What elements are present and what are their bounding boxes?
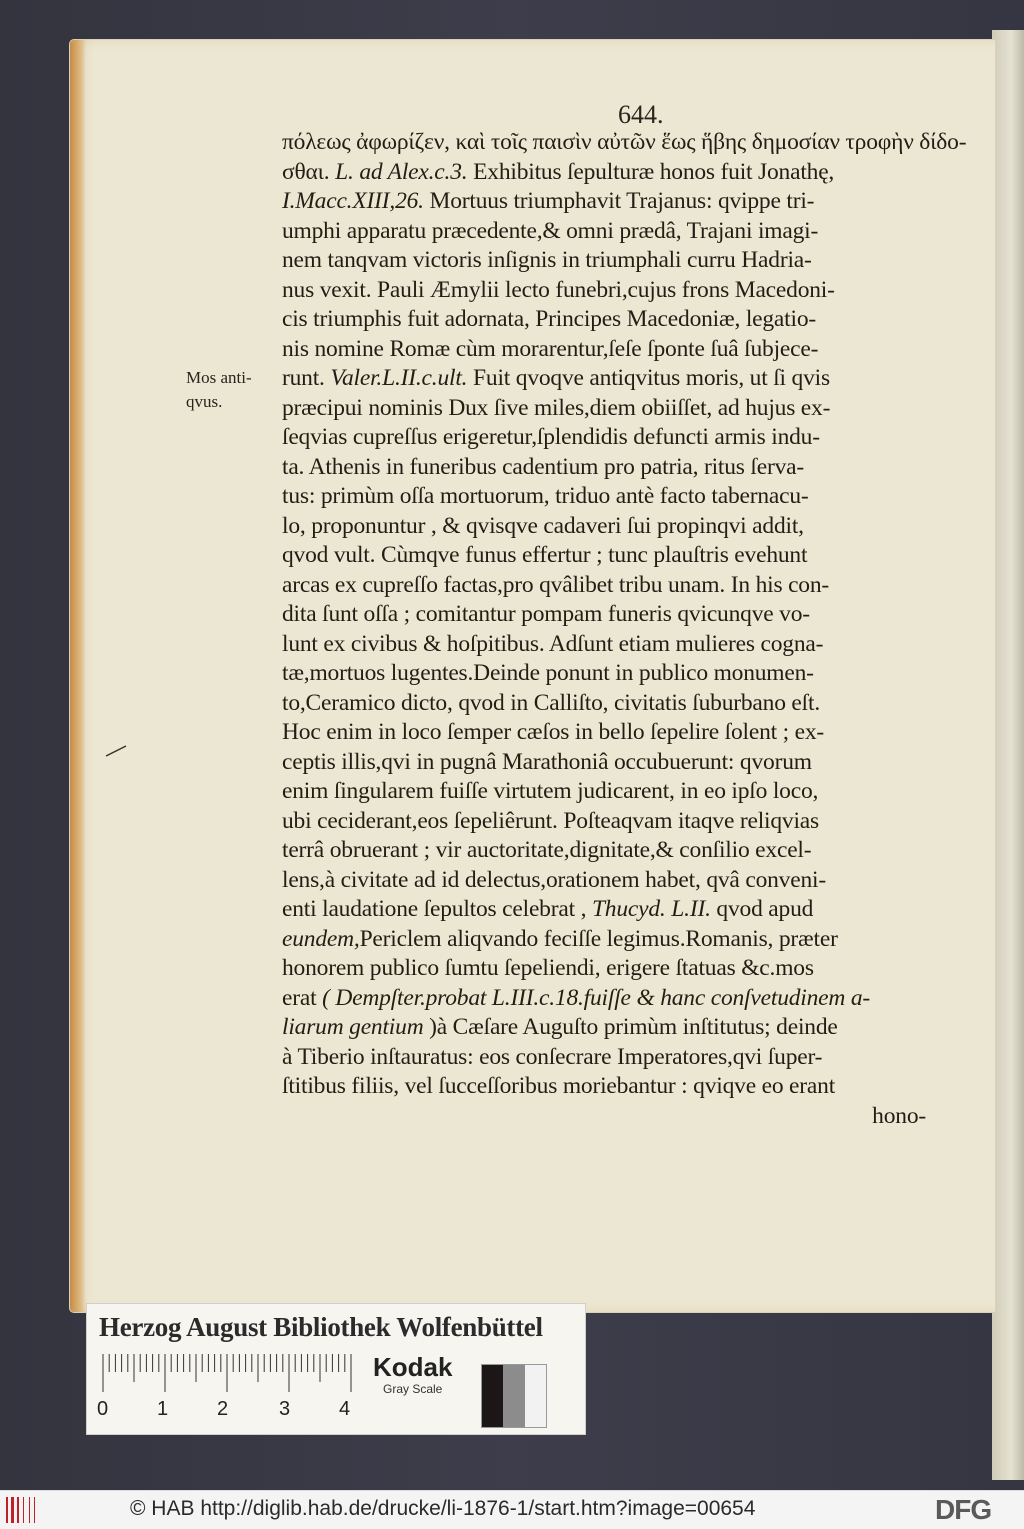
- measurement-ruler: [101, 1354, 357, 1394]
- citation-text: eundem,: [282, 925, 360, 952]
- text-line: [282, 807, 972, 837]
- text-line: [282, 453, 972, 483]
- text-line: [282, 394, 972, 424]
- text-line: [282, 689, 972, 719]
- page-gutter-stain: [70, 40, 86, 1312]
- citation-text: liarum gentium: [282, 1014, 424, 1040]
- text-line: [282, 305, 972, 335]
- copyright-url: © HAB http://diglib.hab.de/drucke/li-1876-1/start.htm?image=00654: [130, 1497, 756, 1520]
- citation-text: I.Macc.XIII,26.: [282, 188, 424, 214]
- line-text: cis triumphis fuit adornata, Principes Macedoniæ, legatio-: [282, 306, 816, 332]
- barcode-bar: [6, 1497, 8, 1523]
- text-line: [282, 600, 972, 630]
- marginal-note-line: Mos anti-: [186, 368, 252, 387]
- pen-mark: [104, 744, 128, 758]
- barcode-bar: [23, 1497, 24, 1523]
- line-text: dita ſunt oſſa ; comitantur pompam funeris qvicunqve vo-: [282, 601, 810, 627]
- text-line: [282, 571, 972, 601]
- text-line: [282, 866, 972, 896]
- next-page-edge: [992, 30, 1024, 1480]
- body-text: [282, 128, 972, 1131]
- line-text: erat: [282, 984, 323, 1011]
- citation-text: Thucyd. L.II.: [591, 896, 711, 922]
- barcode-bar: [17, 1497, 19, 1523]
- gray-scale-patches: [481, 1364, 547, 1428]
- line-text: Mortuus triumphavit Trajanus: qvippe tri-: [423, 188, 815, 214]
- text-line: [282, 217, 972, 247]
- line-text: terrâ obruerant ; vir auctoritate,dignitate,& conſilio excel-: [282, 837, 812, 863]
- barcode-icon: [6, 1497, 48, 1523]
- text-line: [282, 748, 972, 778]
- text-line: [282, 246, 972, 276]
- text-line: [282, 1072, 972, 1102]
- text-line: [282, 158, 972, 188]
- text-line: [282, 541, 972, 571]
- gray-patch: [525, 1365, 546, 1427]
- line-text: runt.: [282, 365, 331, 391]
- line-text: nis nomine Romæ cùm morarentur,ſeſe ſponte ſuâ ſubjece-: [282, 335, 819, 362]
- text-line: [282, 954, 972, 984]
- gray-scale-label: Gray Scale: [383, 1382, 443, 1396]
- text-line: [282, 128, 972, 158]
- dfg-logo: DFG: [935, 1494, 992, 1525]
- marginal-note-line: qvus.: [186, 392, 223, 411]
- line-text: ubi ceciderant,eos ſepeliêrunt. Poſteaqvam itaqve reliqvias: [282, 807, 819, 834]
- line-text: nem tanqvam victoris inſignis in triumphali curru Hadria-: [282, 247, 812, 273]
- line-text: qvod apud: [710, 896, 814, 922]
- line-text: πόλεως ἀφωρίζεν, καὶ τοῖς παισὶν αὐτῶν ἕως ἥβης δημοσίαν τροφὴν δίδο-: [282, 129, 967, 155]
- text-line: [282, 1013, 972, 1043]
- footer-bar: [0, 1490, 1024, 1529]
- text-line: [282, 364, 972, 394]
- line-text: tæ,mortuos lugentes.Deinde ponunt in publico monumen-: [282, 660, 814, 686]
- line-text: enim ſingularem fuiſſe virtutem judicarent, in eo ipſo loco,: [282, 778, 819, 804]
- line-text: σθαι.: [282, 158, 336, 185]
- line-text: à Tiberio inſtauratus: eos conſecrare Imperatores,qvi ſuper-: [282, 1043, 823, 1070]
- text-line: [282, 423, 972, 453]
- text-line: [282, 187, 972, 217]
- line-text: lens,à civitate ad id delectus,orationem habet, qvâ conveni-: [282, 866, 826, 893]
- line-text: lunt ex civibus & hoſpitibus. Adſunt etiam mulieres cogna-: [282, 630, 824, 657]
- page-number: 644.: [618, 100, 664, 129]
- library-name: Herzog August Bibliothek Wolfenbüttel: [99, 1312, 543, 1342]
- marginal-note: [186, 366, 276, 414]
- text-line: [282, 984, 972, 1014]
- line-text: Exhibitus ſepulturæ honos fuit Jonathę,: [467, 158, 835, 185]
- gray-patch: [482, 1365, 503, 1427]
- citation-text: L. ad Alex.c.3.: [335, 158, 468, 185]
- line-text: to,Ceramico dicto, qvod in Calliſto, civitatis ſuburbano eſt.: [282, 689, 820, 716]
- line-text: nus vexit. Pauli Æmylii lecto funebri,cujus frons Macedoni-: [282, 276, 835, 303]
- barcode-bar: [11, 1497, 14, 1523]
- ruler-number: 3: [279, 1398, 291, 1420]
- text-line: [282, 335, 972, 365]
- ruler-number: 4: [339, 1398, 351, 1420]
- line-text: ceptis illis,qvi in pugnâ Marathoniâ occubuerunt: qvorum: [282, 748, 812, 775]
- gray-patch: [503, 1365, 524, 1427]
- barcode-bar: [29, 1497, 30, 1523]
- line-text: ta. Athenis in funeribus cadentium pro patria, ritus ſerva-: [282, 453, 805, 480]
- line-text: tus: primùm oſſa mortuorum, triduo antè facto tabernacu-: [282, 483, 809, 509]
- text-line: [282, 777, 972, 807]
- catchword: hono-: [872, 1102, 926, 1129]
- line-text: Hoc enim in loco ſemper cæſos in bello ſepelire ſolent ; ex-: [282, 719, 825, 745]
- line-text: umphi apparatu præcedente,& omni prædâ, Trajani imagi-: [282, 217, 819, 244]
- line-text: ſeqvias cupreſſus erigeretur,ſplendidis defuncti armis indu-: [282, 424, 820, 450]
- line-text: arcas ex cupreſſo factas,pro qvâlibet tribu unam. In his con-: [282, 571, 830, 598]
- text-line: [282, 482, 972, 512]
- line-text: lo, proponuntur , & qvisqve cadaveri ſui propinqvi addit,: [282, 512, 804, 539]
- text-line: [282, 512, 972, 542]
- text-line: [282, 659, 972, 689]
- text-line: [282, 895, 972, 925]
- line-text: honorem publico ſumtu ſepeliendi, erigere ſtatuas &c.mos: [282, 955, 814, 981]
- line-text: ſtitibus filiis, vel ſucceſſoribus moriebantur : qviqve eo erant: [282, 1073, 836, 1099]
- text-line: [282, 925, 972, 955]
- kodak-logo: Kodak: [373, 1352, 453, 1382]
- text-line: [282, 1043, 972, 1073]
- citation-text: Valer.L.II.c.ult.: [330, 365, 468, 391]
- text-line: [282, 718, 972, 748]
- text-line: [282, 630, 972, 660]
- line-text: qvod vult. Cùmqve funus effertur ; tunc plauſtris evehunt: [282, 542, 808, 568]
- text-line: [282, 276, 972, 306]
- line-text: enti laudatione ſepultos celebrat ,: [282, 896, 592, 922]
- ruler-number: 2: [217, 1398, 229, 1420]
- line-text: )à Cæſare Auguſto primùm inſtitutus; deinde: [423, 1014, 838, 1040]
- library-label-card: [86, 1303, 586, 1435]
- citation-text: ( Dempſter.probat L.III.c.18.fuiſſe & hanc conſvetudinem a-: [322, 984, 871, 1011]
- line-text: Fuit qvoqve antiqvitus moris, ut ſi qvis: [467, 365, 830, 391]
- line-text: Periclem aliqvando feciſſe legimus.Romanis, præter: [359, 925, 838, 952]
- ruler-number: 1: [157, 1398, 169, 1420]
- ruler-number: 0: [97, 1398, 109, 1420]
- line-text: præcipui nominis Dux ſive miles,diem obiiſſet, ad hujus ex-: [282, 394, 831, 421]
- text-line: [282, 836, 972, 866]
- barcode-bar: [34, 1497, 35, 1523]
